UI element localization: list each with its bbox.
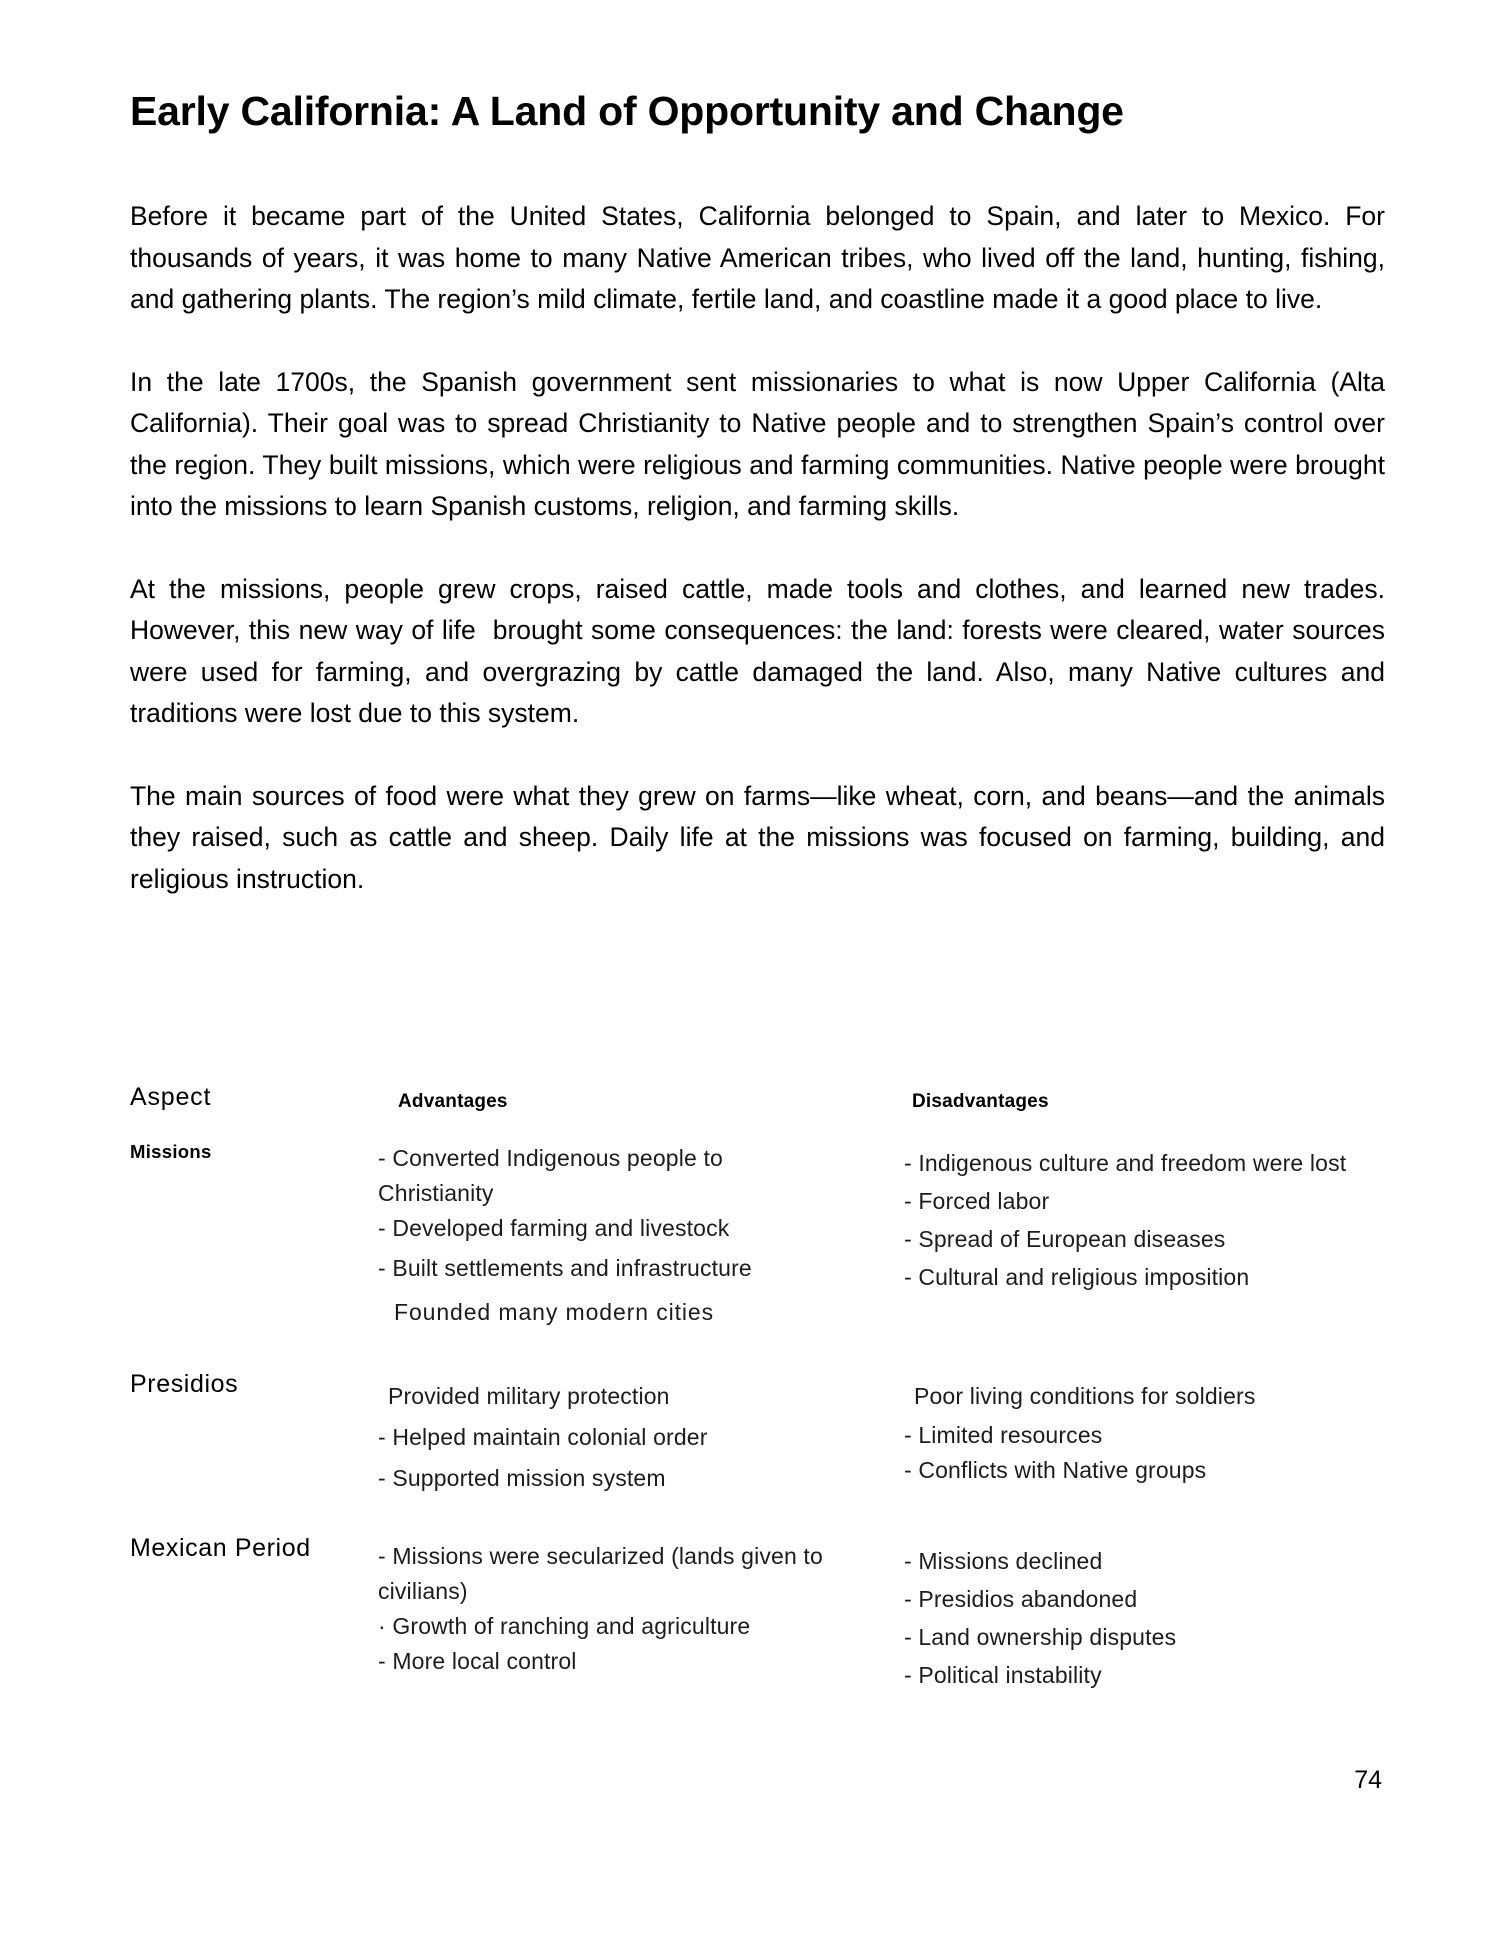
table-cell-aspect (130, 1370, 370, 1399)
disadvantage-line: - Land ownership disputes (904, 1624, 1177, 1650)
paragraph-3: At the missions, people grew crops, raised cattle, made tools and clothes, and learned new trades. However, this new way of life brought some consequences: the land: forests were cleared, water sources were used for farming, and overgrazing by cattle damaged the land. Also, many Native cultures and traditions were lost due to this system. (130, 573, 1393, 728)
advantage-line: · Growth of ranching and agriculture (378, 1613, 751, 1639)
advantage-line: - More local control (378, 1648, 577, 1674)
disadvantage-line: - Indigenous culture and freedom were lost (904, 1150, 1347, 1176)
table-cell-disadvantages (890, 1141, 1390, 1296)
advantage-line: - Helped maintain colonial order (378, 1424, 708, 1450)
table-header-row (130, 1075, 1390, 1113)
paragraph-1: Before it became part of the United States, California belonged to Spain, and later to Mexico. For thousands of years, it was home to many Native American tribes, who lived off the land, hunting, fishing, and gathering plants. The region’s mild climate, fertile land, and coastline made it a good place to live. (130, 201, 1393, 314)
page-title: Early California: A Land of Opportunity and Change (130, 88, 1124, 134)
aspect-name: Missions (130, 1141, 212, 1162)
table-row (130, 1141, 1390, 1334)
disadvantage-line: Poor living conditions for soldiers (914, 1383, 1256, 1409)
advantage-line: - Missions were secularized (lands given to (378, 1543, 823, 1569)
column-header-advantages: Advantages (398, 1091, 508, 1112)
advantage-line: - Built settlements and infrastructure (378, 1255, 752, 1281)
disadvantage-line: - Conflicts with Native groups (904, 1457, 1207, 1483)
advantage-line: civilians) (378, 1578, 468, 1604)
column-header-disadvantages: Disadvantages (912, 1091, 1049, 1112)
disadvantage-line: - Presidios abandoned (904, 1586, 1138, 1612)
table-cell-advantages (370, 1370, 890, 1500)
advantage-line: - Converted Indigenous people to (378, 1145, 723, 1171)
paragraph-4: The main sources of food were what they grew on farms—like wheat, corn, and beans—and the animals they raised, such as cattle and sheep. Daily life at the missions was focused on farming, building, and religious instruction. (130, 780, 1393, 894)
advantage-line: Founded many modern cities (394, 1299, 714, 1325)
table-cell-aspect (130, 1141, 370, 1163)
article-body (130, 196, 1393, 900)
comparison-table (130, 1075, 1390, 1694)
disadvantage-line: - Missions declined (904, 1548, 1103, 1574)
disadvantage-line: - Spread of European diseases (904, 1226, 1226, 1252)
advantage-line: Christianity (378, 1180, 494, 1206)
advantage-line: Provided military protection (388, 1383, 670, 1409)
advantage-line: - Developed farming and livestock (378, 1215, 730, 1241)
table-cell-advantages (370, 1141, 890, 1334)
page-number: 74 (1354, 1766, 1382, 1794)
table-cell-aspect (130, 1534, 370, 1563)
aspect-name: Mexican Period (130, 1534, 311, 1562)
disadvantage-line: - Political instability (904, 1662, 1102, 1688)
disadvantage-line: - Limited resources (904, 1422, 1103, 1448)
advantage-line: - Supported mission system (378, 1465, 666, 1491)
paragraph-2: In the late 1700s, the Spanish government sent missionaries to what is now Upper California (Alta California). Their goal was to spread Christianity to Native people and to strengthen Spain’s control over the region. They built missions, which were religious and farming communities. Native people were brought into the missions to learn Spanish customs, religion, and farming skills. (130, 366, 1393, 521)
table-cell-disadvantages (890, 1534, 1390, 1694)
table-row (130, 1370, 1390, 1500)
aspect-name: Presidios (130, 1370, 239, 1398)
disadvantage-line: - Cultural and religious imposition (904, 1264, 1250, 1290)
table-cell-advantages (370, 1534, 890, 1679)
table-cell-disadvantages (890, 1370, 1390, 1488)
table-row (130, 1534, 1390, 1694)
disadvantage-line: - Forced labor (904, 1188, 1050, 1214)
column-header-aspect: Aspect (130, 1083, 212, 1111)
